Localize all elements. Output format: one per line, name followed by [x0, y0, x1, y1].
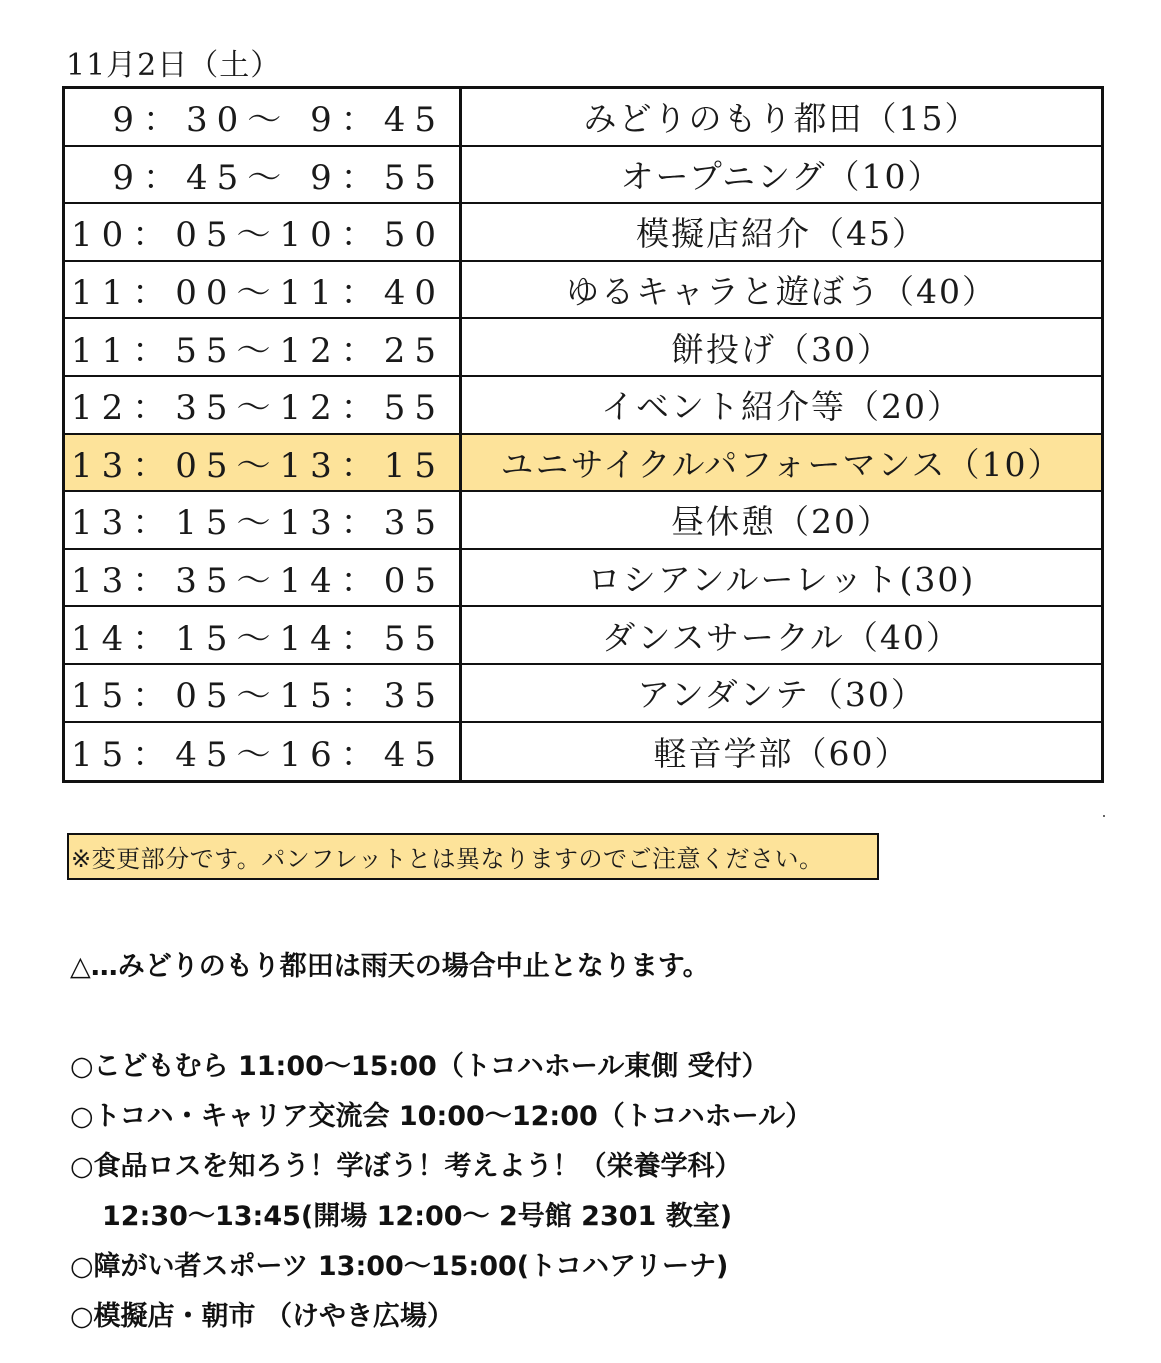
time-cell: 15：45～16：45: [65, 723, 462, 781]
event-cell: オープニング（10）: [620, 156, 943, 196]
schedule-table: [62, 86, 1104, 783]
table-row: [65, 492, 1101, 550]
event-cell: イベント紹介等（20）: [601, 387, 962, 427]
time-cell: 11：55～12：25: [65, 319, 462, 375]
table-row: [65, 147, 1101, 205]
event-cell: 模擬店紹介（45）: [636, 214, 927, 254]
table-row: [65, 89, 1101, 147]
rain-note: △…みどりのもり都田は雨天の場合中止となります。: [70, 951, 710, 982]
time-cell: 12：35～12：55: [65, 377, 462, 433]
note-food-loss: ○食品ロスを知ろう！学ぼう！考えよう！（栄養学科）: [70, 1151, 742, 1182]
event-cell: ロシアンルーレット(30): [587, 560, 976, 600]
table-row: [65, 377, 1101, 435]
time-cell: 10：05～10：50: [65, 204, 462, 260]
note-kodomomura: ○こどもむら 11:00～15:00（トコハホール東側 受付）: [70, 1051, 769, 1082]
table-row-highlighted: [65, 435, 1101, 493]
event-cell: 軽音学部（60）: [653, 733, 910, 773]
event-cell: アンダンテ（30）: [637, 675, 926, 715]
change-notice: ※変更部分です。パンフレットとは異なりますのでご注意ください。: [67, 833, 879, 880]
time-cell: 9：30～ 9：45: [65, 89, 462, 145]
table-row: [65, 319, 1101, 377]
time-cell: 14：15～14：55: [65, 607, 462, 663]
table-row: [65, 607, 1101, 665]
event-cell: ゆるキャラと遊ぼう（40）: [566, 272, 997, 312]
event-cell: ユニサイクルパフォーマンス（10）: [500, 444, 1063, 484]
note-stalls-market: ○模擬店・朝市 （けやき広場）: [70, 1301, 454, 1332]
time-cell: 13：15～13：35: [65, 492, 462, 548]
time-cell: 13：05～13：15: [65, 435, 462, 491]
date-heading: 11月2日（土）: [66, 48, 282, 83]
time-cell: 9：45～ 9：55: [65, 147, 462, 203]
stray-dot: [1103, 815, 1105, 817]
time-cell: 11：00～11：40: [65, 262, 462, 318]
table-row: [65, 723, 1101, 781]
event-cell: みどりのもり都田（15）: [583, 99, 980, 139]
event-cell: 餅投げ（30）: [671, 329, 892, 369]
table-row: [65, 262, 1101, 320]
event-cell: 昼休憩（20）: [671, 502, 892, 542]
table-row: [65, 204, 1101, 262]
note-food-loss-time: 12:30～13:45(開場 12:00～ 2号館 2301 教室): [102, 1201, 733, 1232]
note-para-sports: ○障がい者スポーツ 13:00～15:00(トコハアリーナ): [70, 1251, 729, 1282]
time-cell: 13：35～14：05: [65, 550, 462, 606]
table-row: [65, 550, 1101, 608]
table-row: [65, 665, 1101, 723]
time-cell: 15：05～15：35: [65, 665, 462, 721]
event-cell: ダンスサークル（40）: [602, 617, 961, 657]
note-career-exchange: ○トコハ・キャリア交流会 10:00～12:00（トコハホール）: [70, 1101, 813, 1132]
